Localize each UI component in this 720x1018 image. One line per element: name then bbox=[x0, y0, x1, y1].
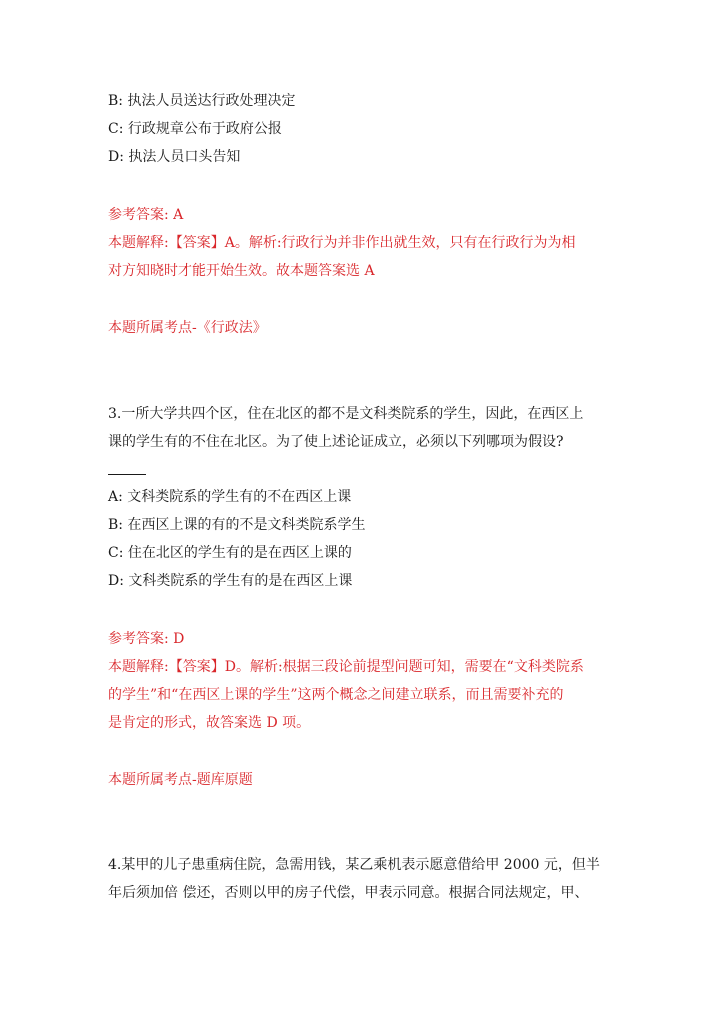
q2-option-d: D: 执法人员口头告知 bbox=[108, 149, 241, 165]
q2-option-c: C: 行政规章公布于政府公报 bbox=[108, 121, 282, 137]
q3-option-d: D: 文科类院系的学生有的是在西区上课 bbox=[108, 573, 353, 589]
q3-explanation-line-1: 本题解释:【答案】D。解析:根据三段论前提型问题可知，需要在“文科类院系 bbox=[108, 659, 584, 675]
q2-option-b: B: 执法人员送达行政处理决定 bbox=[108, 93, 296, 109]
q3-option-a: A: 文科类院系的学生有的不在西区上课 bbox=[108, 489, 352, 505]
q3-option-c: C: 住在北区的学生有的是在西区上课的 bbox=[108, 545, 352, 561]
q3-stem-line-2: 课的学生有的不住在北区。为了使上述论证成立，必须以下列哪项为假设? bbox=[108, 434, 564, 450]
q3-option-b: B: 在西区上课的有的不是文科类院系学生 bbox=[108, 517, 366, 533]
q2-topic: 本题所属考点-《行政法》 bbox=[108, 320, 267, 336]
answer-blank-line bbox=[108, 474, 146, 475]
q3-explanation-line-3: 是肯定的形式，故答案选 D 项。 bbox=[108, 715, 311, 731]
q4-stem-line-1: 4.某甲的儿子患重病住院，急需用钱，某乙乘机表示愿意借给甲 2000 元，但半 bbox=[108, 857, 600, 873]
q4-stem-line-2: 年后须加倍 偿还，否则以甲的房子代偿，甲表示同意。根据合同法规定，甲、 bbox=[108, 885, 589, 901]
q2-answer: 参考答案: A bbox=[108, 207, 184, 223]
q3-topic: 本题所属考点-题库原题 bbox=[108, 772, 253, 788]
q3-stem-line-1: 3.一所大学共四个区，住在北区的都不是文科类院系的学生，因此，在西区上 bbox=[108, 406, 584, 422]
q2-explanation-line-1: 本题解释:【答案】A。解析:行政行为并非作出就生效，只有在行政行为为相 bbox=[108, 235, 576, 251]
q3-answer: 参考答案: D bbox=[108, 631, 185, 647]
q3-explanation-line-2: 的学生”和“在西区上课的学生”这两个概念之间建立联系，而且需要补充的 bbox=[108, 687, 564, 703]
q2-explanation-line-2: 对方知晓时才能开始生效。故本题答案选 A bbox=[108, 263, 375, 279]
